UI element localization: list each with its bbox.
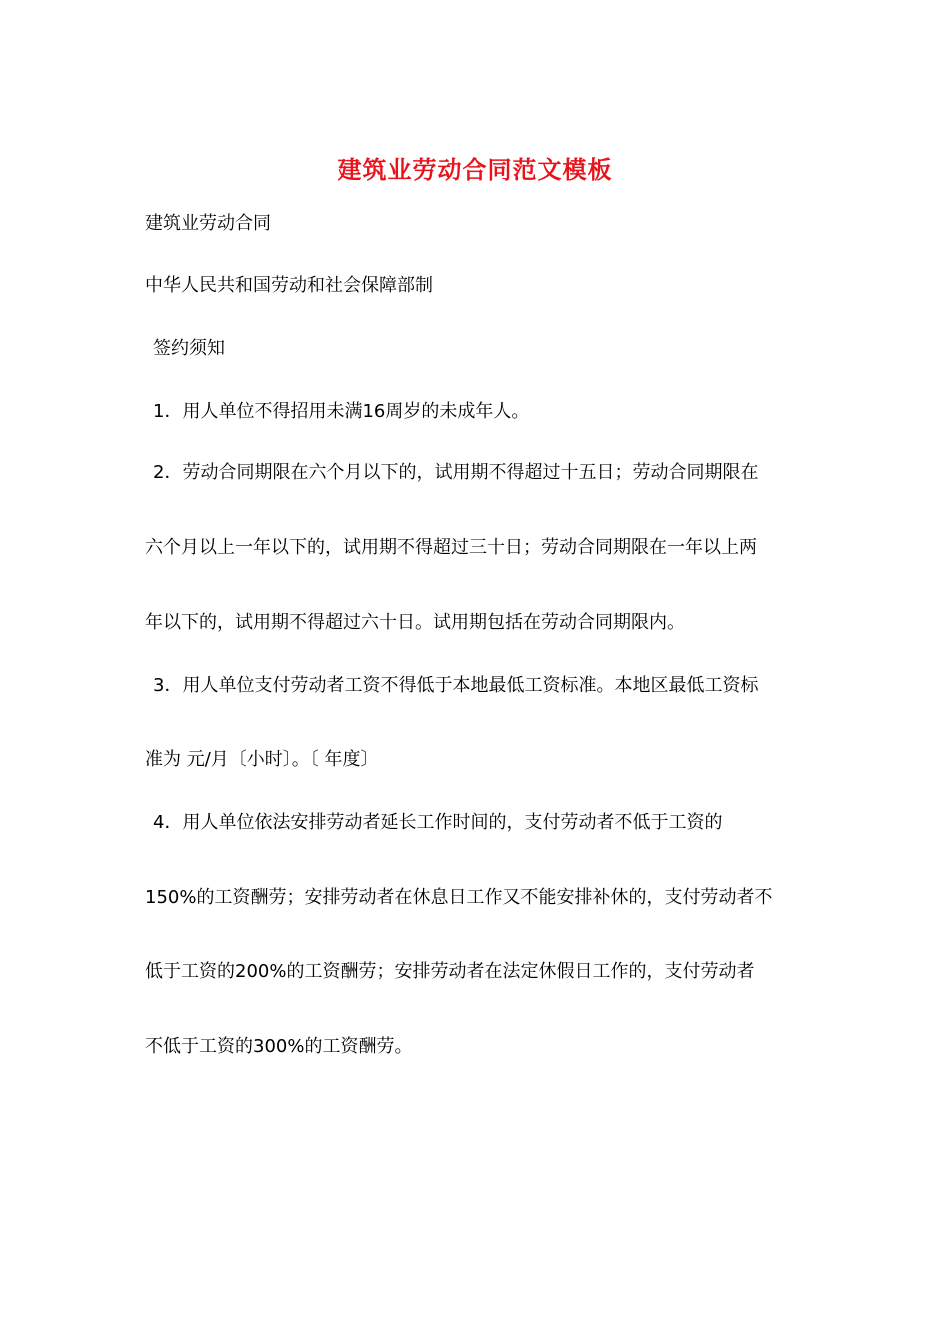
issuer-line: 中华人民共和国劳动和社会保障部制 — [145, 275, 433, 296]
clause-4-line-3: 低于工资的200%的工资酬劳；安排劳动者在法定休假日工作的，支付劳动者 — [145, 961, 755, 982]
clause-2-line-3: 年以下的，试用期不得超过六十日。试用期包括在劳动合同期限内。 — [145, 612, 685, 633]
clause-4-line-2: 150%的工资酬劳；安排劳动者在休息日工作又不能安排补休的，支付劳动者不 — [145, 887, 773, 908]
clause-4-line-1: 4．用人单位依法安排劳动者延长工作时间的，支付劳动者不低于工资的 — [153, 812, 723, 833]
clause-3-line-1: 3．用人单位支付劳动者工资不得低于本地最低工资标准。本地区最低工资标 — [153, 675, 759, 696]
clause-3-line-2: 准为 元/月〔小时〕。〔 年度〕 — [145, 749, 379, 770]
clause-1: 1．用人单位不得招用未满16周岁的未成年人。 — [153, 401, 530, 422]
section-heading: 签约须知 — [153, 338, 225, 359]
document-title: 建筑业劳动合同范文模板 — [337, 155, 613, 184]
contract-name: 建筑业劳动合同 — [145, 213, 271, 234]
clause-2-line-1: 2．劳动合同期限在六个月以下的，试用期不得超过十五日；劳动合同期限在 — [153, 462, 759, 483]
clause-4-line-4: 不低于工资的300%的工资酬劳。 — [145, 1036, 413, 1057]
clause-2-line-2: 六个月以上一年以下的，试用期不得超过三十日；劳动合同期限在一年以上两 — [145, 537, 757, 558]
